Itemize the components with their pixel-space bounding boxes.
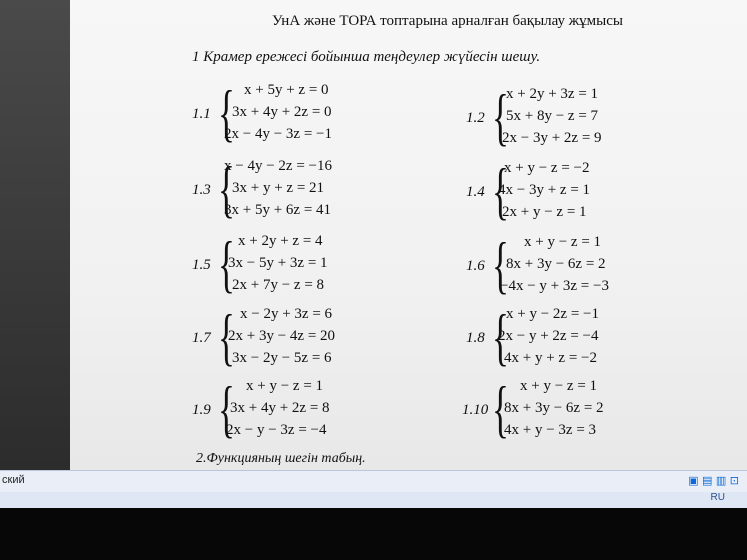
equation: x + 2y + 3z = 1: [506, 86, 599, 102]
system-1-9: [192, 373, 422, 448]
left-brace-icon: {: [492, 155, 509, 226]
system-1-5: [192, 228, 422, 303]
equation: −4x − y + 3z = −3: [500, 278, 609, 294]
equation: 4x + y − 3z = 3: [504, 422, 597, 438]
equation: x − 4y − 2z = −16: [224, 158, 332, 174]
equation: 4x + y + z = −2: [504, 350, 597, 366]
equation: 3x − 2y − 5z = 6: [232, 350, 332, 366]
system-number: 1.5: [192, 257, 211, 273]
system-number: 1.10: [462, 402, 489, 418]
equation: 2x + 7y − z = 8: [232, 277, 325, 293]
equation: 8x + 3y − 6z = 2: [506, 256, 606, 272]
equation: 3x + 4y + 2z = 0: [232, 104, 332, 120]
section-1-heading: 1 Крамер ережесі бойынша теңдеулер жүйесін шешу.: [192, 49, 541, 65]
equation: 2x + y − z = 1: [502, 204, 587, 220]
equation: x + y − z = 1: [524, 234, 602, 250]
system-1-6: [466, 229, 696, 304]
equation: x + y − 2z = −1: [506, 306, 599, 322]
system-1-10: [462, 373, 692, 448]
system-1-3: [192, 153, 422, 228]
left-brace-icon: {: [218, 77, 235, 148]
page-title: УнА және ТОРА топтарына арналған бақылау жұмысы: [272, 13, 623, 29]
left-brace-icon: {: [492, 373, 509, 444]
equation: 4x − 3y + z = 1: [498, 182, 591, 198]
equation: 2x − y − 3z = −4: [226, 422, 327, 438]
system-number: 1.6: [466, 258, 485, 274]
equation: x − 2y + 3z = 6: [240, 306, 333, 322]
equation: 3x + 4y + 2z = 8: [230, 400, 330, 416]
equation: 3x + 5y + 6z = 41: [224, 202, 332, 218]
system-1-4: [466, 155, 696, 230]
equation: 2x − 3y + 2z = 9: [502, 130, 602, 146]
section-2-heading: 2.Функцияның шегін табың.: [196, 451, 366, 466]
left-brace-icon: {: [218, 228, 235, 299]
language-label-left: ский: [2, 474, 25, 486]
equation: x + y − z = 1: [520, 378, 598, 394]
status-bar: [0, 470, 747, 493]
left-brace-icon: {: [218, 301, 235, 372]
equation: 2x + 3y − 4z = 20: [228, 328, 336, 344]
equation: 2x − 4y − 3z = −1: [224, 126, 332, 142]
equation: x + y − z = −2: [504, 160, 590, 176]
left-brace-icon: {: [492, 229, 509, 300]
equation: 5x + 8y − z = 7: [506, 108, 599, 124]
left-brace-icon: {: [218, 373, 235, 444]
left-brace-icon: {: [218, 153, 235, 224]
equation: 8x + 3y − 6z = 2: [504, 400, 604, 416]
left-brace-icon: {: [492, 81, 509, 152]
system-number: 1.1: [192, 106, 211, 122]
tray-icons[interactable]: ▣ ▤ ▥ ⊡: [688, 474, 739, 487]
system-1-2: [466, 81, 696, 156]
taskbar: [0, 492, 747, 508]
monitor-bezel: [0, 508, 747, 560]
equation: 2x − y + 2z = −4: [498, 328, 599, 344]
system-number: 1.9: [192, 402, 211, 418]
system-number: 1.8: [466, 330, 485, 346]
system-1-7: [192, 301, 422, 376]
equation: x + y − z = 1: [246, 378, 324, 394]
system-number: 1.7: [192, 330, 211, 346]
language-indicator[interactable]: RU: [710, 492, 725, 503]
system-number: 1.2: [466, 110, 485, 126]
system-1-1: [192, 77, 422, 152]
system-1-8: [466, 301, 696, 376]
background-edge: [0, 0, 70, 470]
left-brace-icon: {: [492, 301, 509, 372]
system-number: 1.4: [466, 184, 485, 200]
equation: x + 5y + z = 0: [244, 82, 329, 98]
system-number: 1.3: [192, 182, 211, 198]
equation: 3x − 5y + 3z = 1: [228, 255, 328, 271]
equation: x + 2y + z = 4: [238, 233, 323, 249]
equation: 3x + y + z = 21: [232, 180, 325, 196]
